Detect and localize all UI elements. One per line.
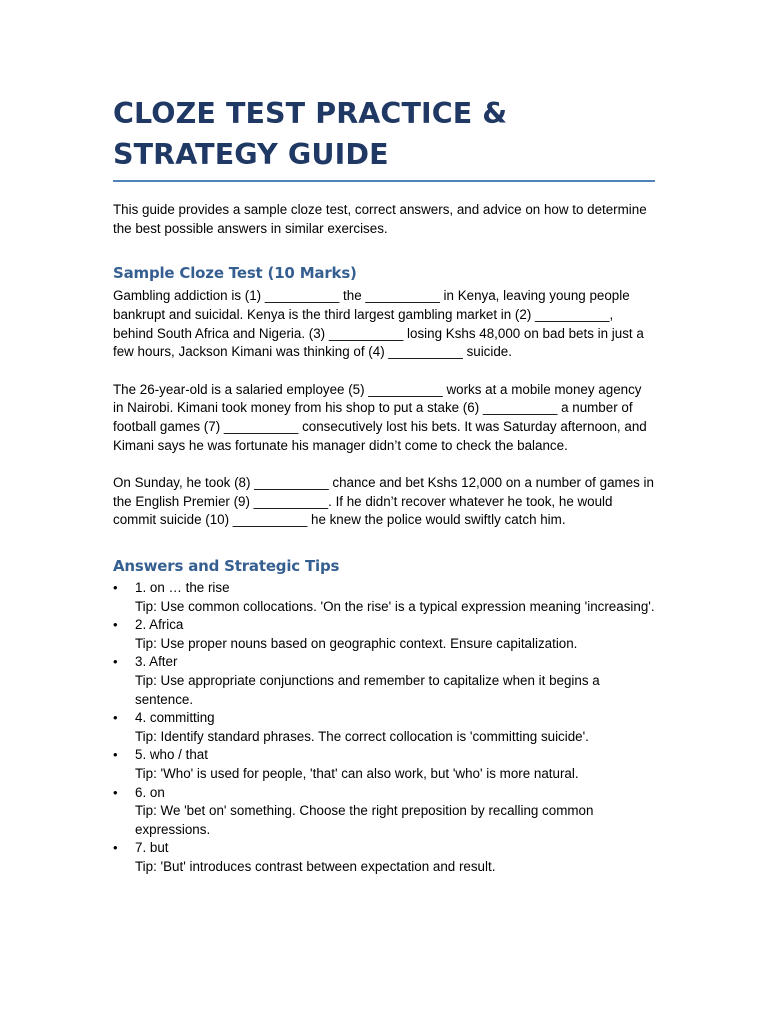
- tip-text: Tip: Use proper nouns based on geographic context. Ensure capitalization.: [135, 635, 578, 651]
- tip-text: Tip: 'But' introduces contrast between expectation and result.: [135, 859, 496, 875]
- bullet-icon: •: [113, 654, 118, 670]
- passage-paragraph-3: On Sunday, he took (8) __________ chance and bet Kshs 12,000 on a number of games in the English Premier (9) __________. If he didn’t recover whatever he took, he would commit suicide (10) __________ he knew the police would swiftly catch him.: [113, 475, 654, 528]
- answer-text: 2. Africa: [135, 617, 184, 633]
- answer-text: 4. committing: [135, 710, 215, 726]
- bullet-icon: •: [113, 840, 118, 856]
- answer-text: 1. on … the rise: [135, 580, 230, 596]
- tip-text: Tip: Identify standard phrases. The correct collocation is 'committing suicide'.: [135, 728, 589, 744]
- sample-test-passage: [113, 287, 655, 530]
- list-item: [113, 616, 655, 653]
- tip-text: Tip: Use appropriate conjunctions and remember to capitalize when it begins a sentence.: [135, 673, 600, 707]
- answers-heading: Answers and Strategic Tips: [113, 557, 340, 576]
- answer-text: 6. on: [135, 784, 165, 800]
- bullet-icon: •: [113, 784, 118, 800]
- list-item: [113, 653, 655, 709]
- bullet-icon: •: [113, 747, 118, 763]
- intro-paragraph: This guide provides a sample cloze test, correct answers, and advice on how to determine the best possible answers in similar exercises.: [113, 202, 647, 236]
- list-item: [113, 579, 655, 616]
- list-item: [113, 746, 655, 783]
- tip-text: Tip: Use common collocations. 'On the rise' is a typical expression meaning 'increasing'.: [135, 598, 655, 614]
- sample-test-heading: Sample Cloze Test (10 Marks): [113, 264, 357, 283]
- bullet-icon: •: [113, 580, 118, 596]
- answer-text: 3. After: [135, 654, 178, 670]
- bullet-icon: •: [113, 617, 118, 633]
- answer-list: [113, 579, 655, 877]
- list-item: [113, 784, 655, 840]
- title-divider: [113, 180, 655, 182]
- tip-text: Tip: 'Who' is used for people, 'that' can also work, but 'who' is more natural.: [135, 766, 579, 782]
- answer-text: 5. who / that: [135, 747, 208, 763]
- document-page: [113, 93, 655, 877]
- page-title: CLOZE TEST PRACTICE & STRATEGY GUIDE: [113, 97, 508, 171]
- bullet-icon: •: [113, 710, 118, 726]
- list-item: [113, 839, 655, 876]
- tip-text: Tip: We 'bet on' something. Choose the right preposition by recalling common expressions.: [135, 803, 594, 837]
- passage-paragraph-1: Gambling addiction is (1) __________ the __________ in Kenya, leaving young people bankrupt and suicidal. Kenya is the third largest gambling market in (2) __________, behind South Africa and Nigeria. (3) __________ losing Kshs 48,000 on bad bets in just a few hours, Jackson Kimani was thinking of (4) __________ suicide.: [113, 288, 644, 360]
- answer-text: 7. but: [135, 840, 169, 856]
- list-item: [113, 709, 655, 746]
- passage-paragraph-2: The 26-year-old is a salaried employee (5) __________ works at a mobile money agency in Nairobi. Kimani took money from his shop to put a stake (6) __________ a number of football games (7) __________ consecutively lost his bets. It was Saturday afternoon, and Kimani says he was fortunate his manager didn’t come to check the balance.: [113, 381, 647, 453]
